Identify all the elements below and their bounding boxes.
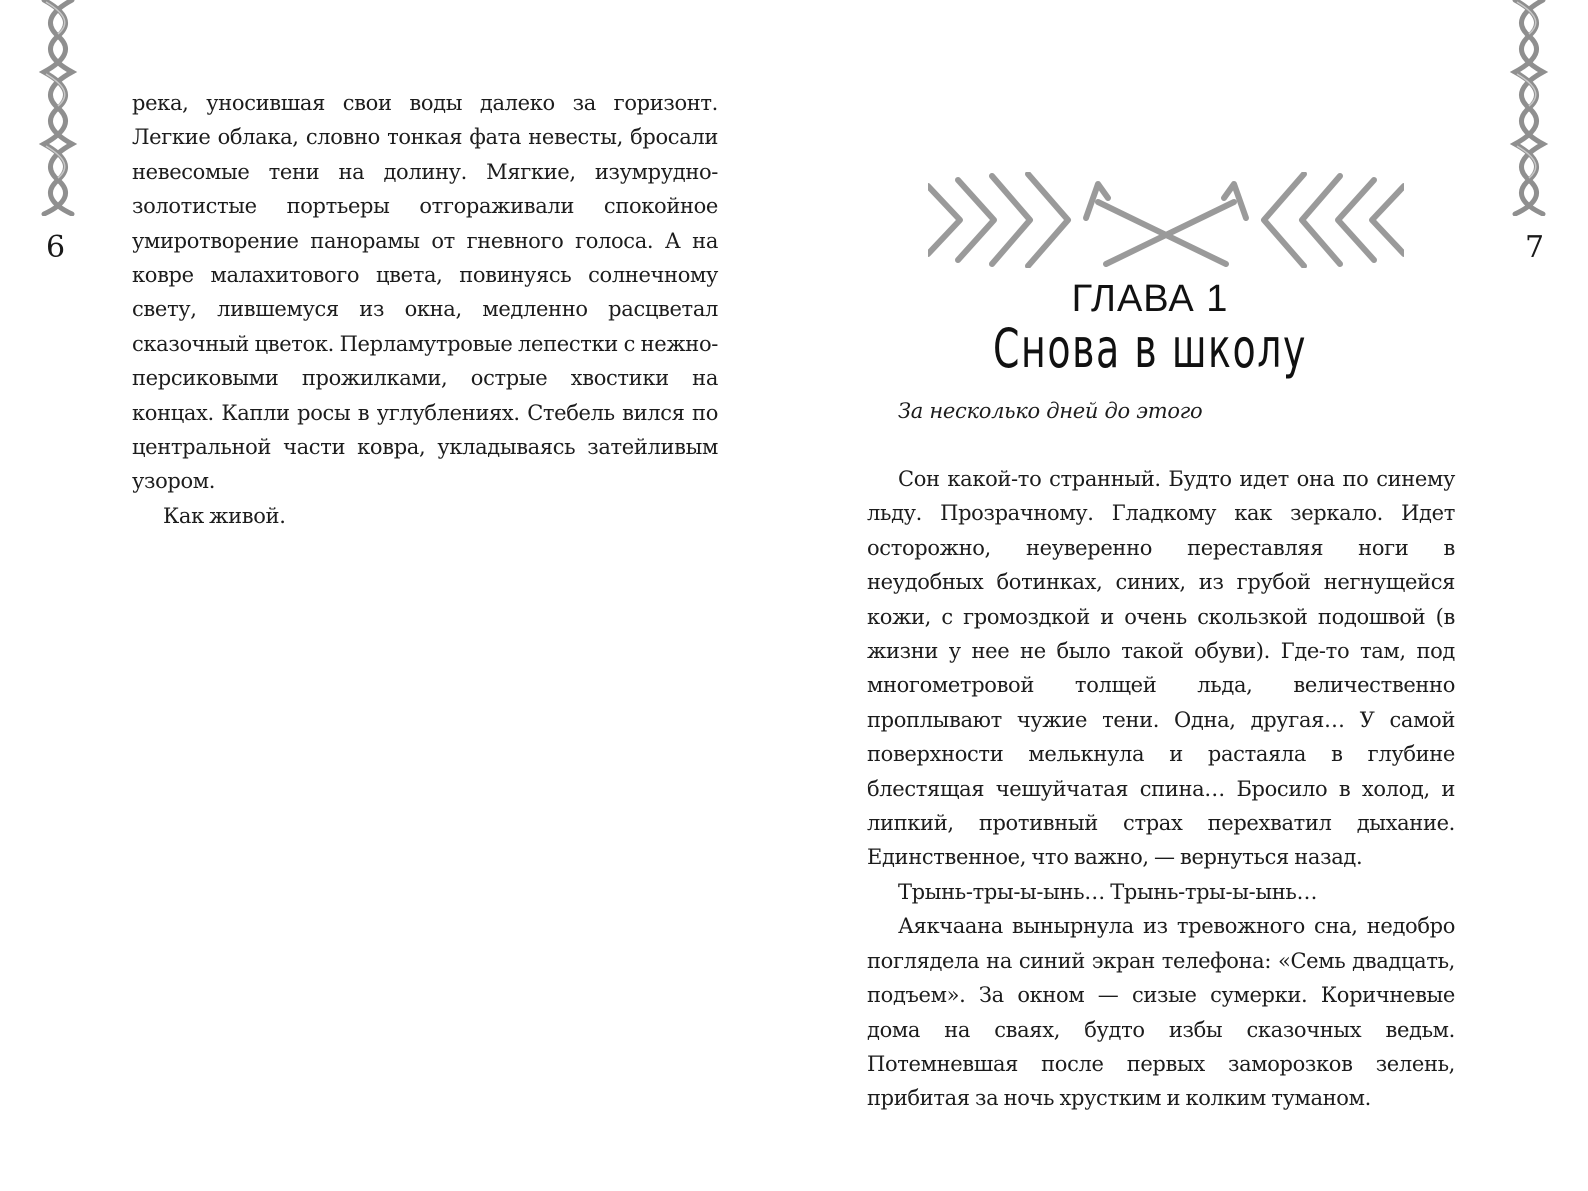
paragraph: Как живой. — [163, 503, 286, 528]
celtic-knot-border-left — [36, 0, 80, 216]
chapter-rune-ornament — [928, 172, 1404, 268]
epigraph: За несколько дней до этого — [898, 399, 1203, 423]
right-page-body — [867, 462, 1455, 1116]
left-page-body — [132, 86, 718, 533]
chapter-title: Снова в школу — [992, 317, 1308, 380]
celtic-knot-border-right — [1507, 0, 1551, 216]
paragraph: Трынь-тры-ы-ынь… Трынь-тры-ы-ынь… — [898, 879, 1318, 904]
chapter-label: ГЛАВА 1 — [1071, 278, 1229, 320]
paragraph: Аякчаана вынырнула из тревожного сна, недобро поглядела на синий экран телефона: «Семь двадцать, подъем». За окном — сизые сумерки. Коричневые дома на сваях, будто избы сказочных ведьм. Потемневшая после первых заморозков зелень, прибитая за ночь хрустким и колким туманом. — [867, 914, 1455, 1111]
paragraph: река, уносившая свои воды далеко за горизонт. Легкие облака, словно тонкая фата невесты, бросали невесомые тени на долину. Мягкие, изумрудно-золотистые портьеры отгораживали спокойное умиротворение панорамы от гневного голоса. А на ковре малахитового цвета, повинуясь солнечному свету, лившемуся из окна, медленно расцветал сказочный цветок. Перламутровые лепестки с нежно-персиковыми прожилками, острые хвостики на концах. Капли росы в углублениях. Стебель вился по центральной части ковра, укладываясь затейливым узором. — [132, 91, 718, 494]
paragraph: Сон какой-то странный. Будто идет она по синему льду. Прозрачному. Гладкому как зеркало. Идет осторожно, неуверенно переставляя ноги в неудобных ботинках, синих, из грубой негнущейся кожи, с громоздкой и очень скользкой подошвой (в жизни у нее не было такой обуви). Где-то там, под многометровой толщей льда, величественно проплывают чужие тени. Одна, другая… У самой поверхности мелькнула и растаяла в глубине блестящая чешуйчатая спина… Бросило в холод, и липкий, противный страх перехватил дыхание. Единственное, что важно, — вернуться назад. — [867, 467, 1455, 870]
page-number: 7 — [1525, 230, 1545, 265]
page-number: 6 — [46, 230, 66, 265]
